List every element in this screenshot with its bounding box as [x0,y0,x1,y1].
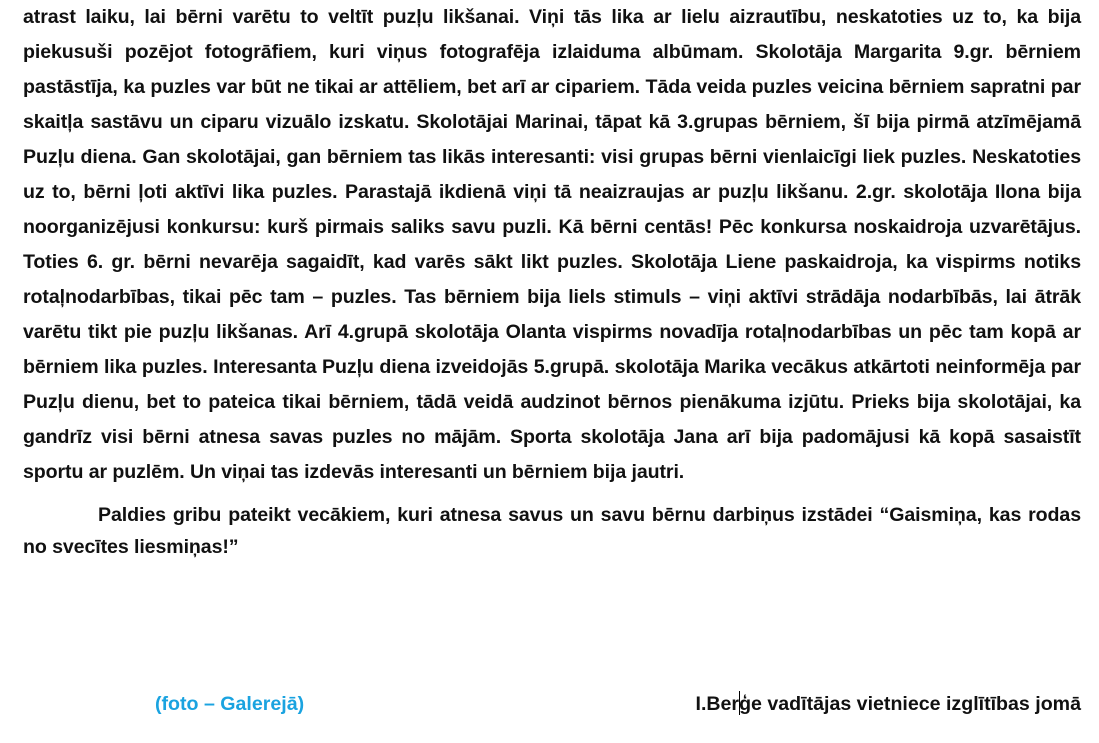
photo-gallery-link[interactable]: (foto – Galerejā) [155,693,305,715]
signature-text-end: ģe vadītājas vietniece izglītības jomā [739,693,1081,715]
signature-line[interactable] [696,684,1082,724]
document-footer [23,684,1081,724]
body-paragraph-1[interactable]: atrast laiku, lai bērni varētu to veltīt puzļu likšanai. Viņi tās lika ar lielu aizrautību, neskatoties uz to, ka bija piekusuši pozējot fotogrāfiem, kuri viņus fotografēja izlaiduma albūmam. Skolotāja Margarita 9.gr. bērniem pastāstīja, ka puzles var būt ne tikai ar attēliem, bet arī ar cipariem. Tāda veida puzles veicina bērniem sapratni par skaitļa sastāvu un ciparu vizuālo izskatu. Skolotājai Marinai, tāpat kā 3.grupas bērniem, šī bija pirmā atzīmējamā Puzļu diena. Gan skolotājai, gan bērniem tas likās interesanti: visi grupas bērni vienlaicīgi liek puzles. Neskatoties uz to, bērni ļoti aktīvi lika puzles. Parastajā ikdienā viņi tā neaizraujas ar puzļu likšanu. 2.gr. skolotāja Ilona bija noorganizējusi konkursu: kurš pirmais saliks savu puzli. Kā bērni centās! Pēc konkursa noskaidroja uzvarētājus. Toties 6. gr. bērni nevarēja sagaidīt, kad varēs sākt likt puzles. Skolotāja Liene paskaidroja, ka vispirms notiks rotaļnodarbības, tikai pēc tam – puzles. Tas bērniem bija liels stimuls – viņi aktīvi strādāja nodarbībās, lai ātrāk varētu tikt pie puzļu likšanas. Arī 4.grupā skolotāja Olanta vispirms novadīja rotaļnodarbības un pēc tam kopā ar bērniem lika puzles. Interesanta Puzļu diena izveidojās 5.grupā. skolotāja Marika vecākus atkārtoti neinformēja par Puzļu dienu, bet to pateica tikai bērniem, tādā veidā audzinot bērnos pienākuma izjūtu. Prieks bija skolotājai, ka gandrīz visi bērni atnesa savas puzles no mājām. Sporta skolotāja Jana arī bija padomājusi kā kopā sasaistīt sportu ar puzlēm. Un viņai tas izdevās interesanti un bērniem bija jautri. [23,6,1081,483]
document-page [23,0,1081,715]
signature-text-start: I.Ber [695,693,740,715]
body-paragraph-2[interactable]: Paldies gribu pateikt vecākiem, kuri atnesa savus un savu bērnu darbiņus izstādei “Gaismiņa, kas rodas no svecītes liesmiņas!” [23,504,1081,558]
